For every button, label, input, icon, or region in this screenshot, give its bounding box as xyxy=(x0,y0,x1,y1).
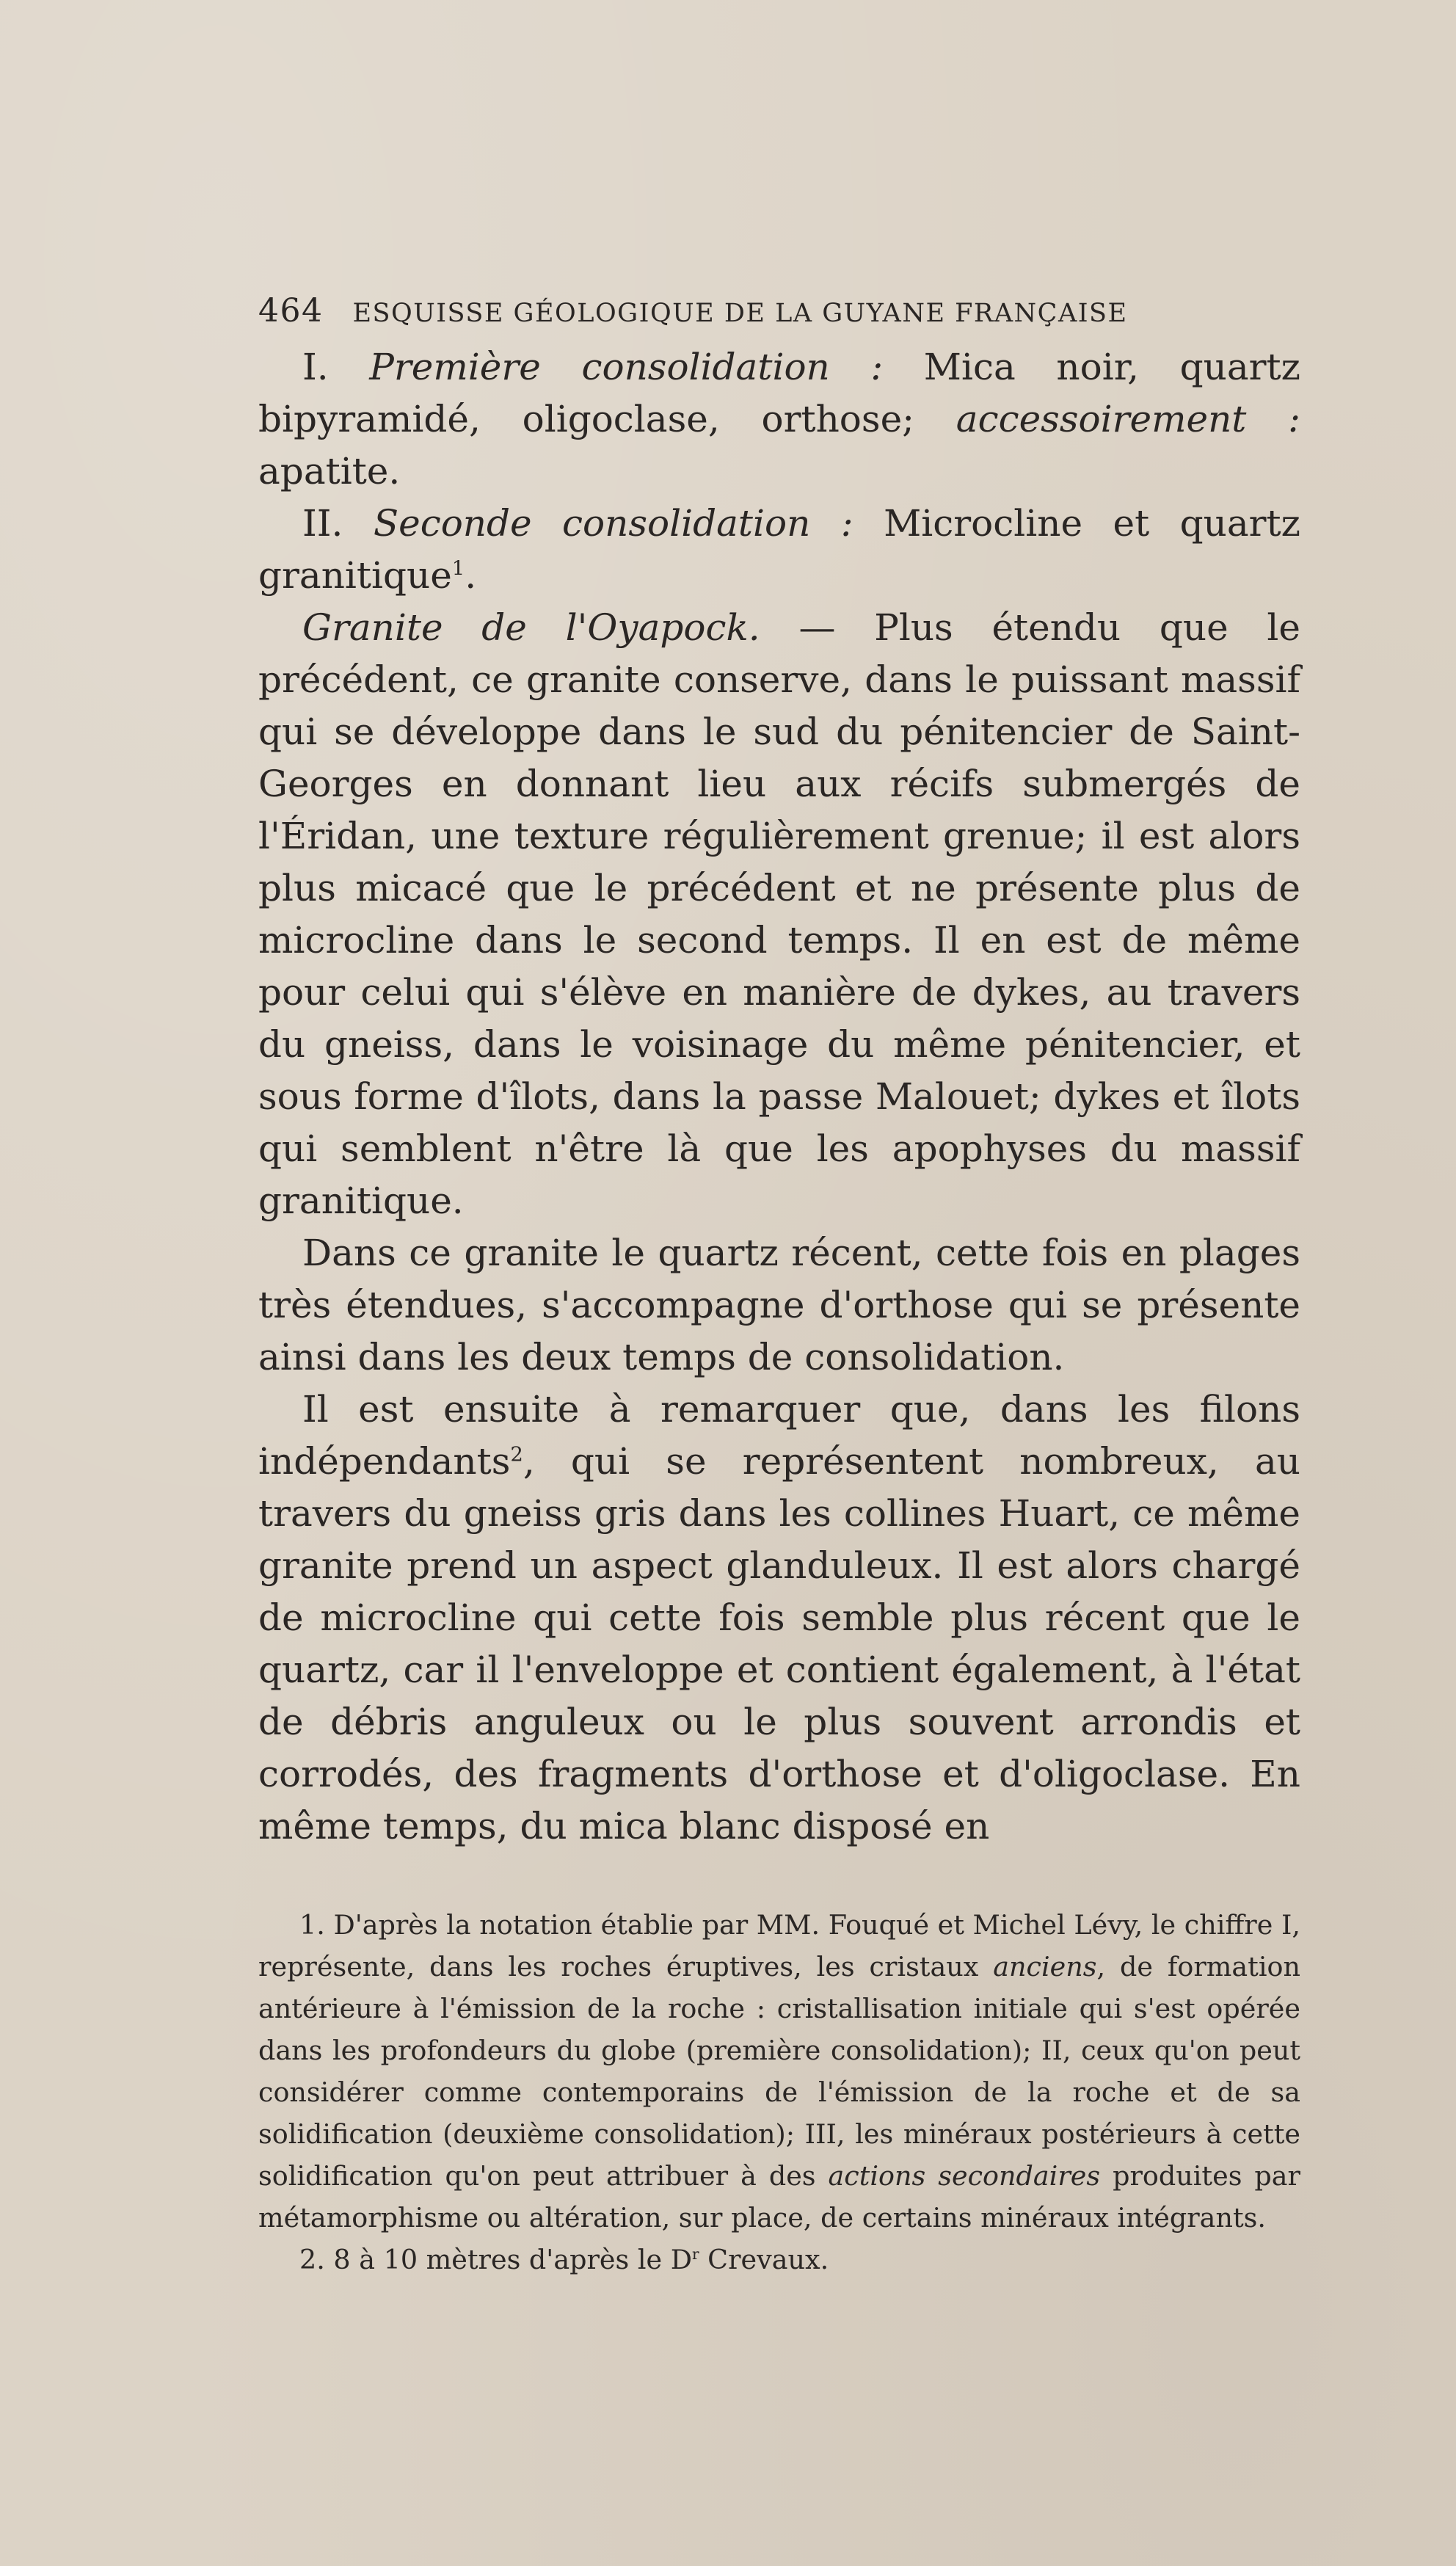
footnotes xyxy=(258,1904,1300,2280)
footnote-ref-1: 1 xyxy=(451,556,465,581)
page-header xyxy=(258,292,1300,330)
footnote-2: 2. 8 à 10 mètres d'après le $D^r$ Crevaux. xyxy=(299,2244,829,2275)
paragraph-seconde-consolidation: II. Seconde consolidation : Microcline et quartz granitique$^1$. xyxy=(258,502,1300,597)
running-title: ESQUISSE GÉOLOGIQUE DE LA GUYANE FRANÇAISE xyxy=(352,299,1128,328)
footnote-ref-2: 2 xyxy=(510,1442,523,1466)
book-page xyxy=(258,292,1300,2280)
body-text xyxy=(258,341,1300,1853)
paragraph-filons: Il est ensuite à remarquer que, dans les filons indépendants$^2$, qui se représentent nombreux, au travers du gneiss gris dans les collines Huart, ce même granite prend un aspect glanduleux. Il est alors chargé de microcline qui cette fois semble plus récent que le quartz, car il l'enveloppe et contient également, à l'état de débris anguleux ou le plus souvent arrondis et corrodés, des fragments d'orthose et d'oligoclase. En même temps, du mica blanc disposé en xyxy=(258,1388,1300,1847)
page-number: 464 xyxy=(258,292,324,330)
paragraph-granite-oyapock: Granite de l'Oyapock. — Plus étendu que le précédent, ce granite conserve, dans le puissant massif qui se développe dans le sud du pénitencier de Saint-Georges en donnant lieu aux récifs submergés de l'Éridan, une texture régulièrement grenue; il est alors plus micacé que le précédent et ne présente plus de microcline dans le second temps. Il en est de même pour celui qui s'élève en manière de dykes, au travers du gneiss, dans le voisinage du même pénitencier, et sous forme d'îlots, dans la passe Malouet; dykes et îlots qui semblent n'être là que les apophyses du massif granitique. xyxy=(258,606,1301,1222)
footnote-1: 1. D'après la notation établie par MM. Fouqué et Michel Lévy, le chiffre I, représente, dans les roches éruptives, les cristaux anciens, de formation antérieure à l'émission de la roche : cristallisation initiale qui s'est opérée dans les profondeurs du globe (première consolidation); II, ceux qu'on peut considérer comme contemporains de l'émission de la roche et de sa solidification (deuxième consolidation); III, les minéraux postérieurs à cette solidification qu'on peut attribuer à des actions secondaires produites par métamorphisme ou altération, sur place, de certains minéraux intégrants. xyxy=(258,1909,1300,2234)
paragraph-premiere-consolidation: I. Première consolidation : Mica noir, quartz bipyramidé, oligoclase, orthose; accessoirement : apatite. xyxy=(258,346,1300,493)
paragraph-quartz-recent: Dans ce granite le quartz récent, cette fois en plages très étendues, s'accompagne d'orthose qui se présente ainsi dans les deux temps de consolidation. xyxy=(258,1232,1300,1378)
